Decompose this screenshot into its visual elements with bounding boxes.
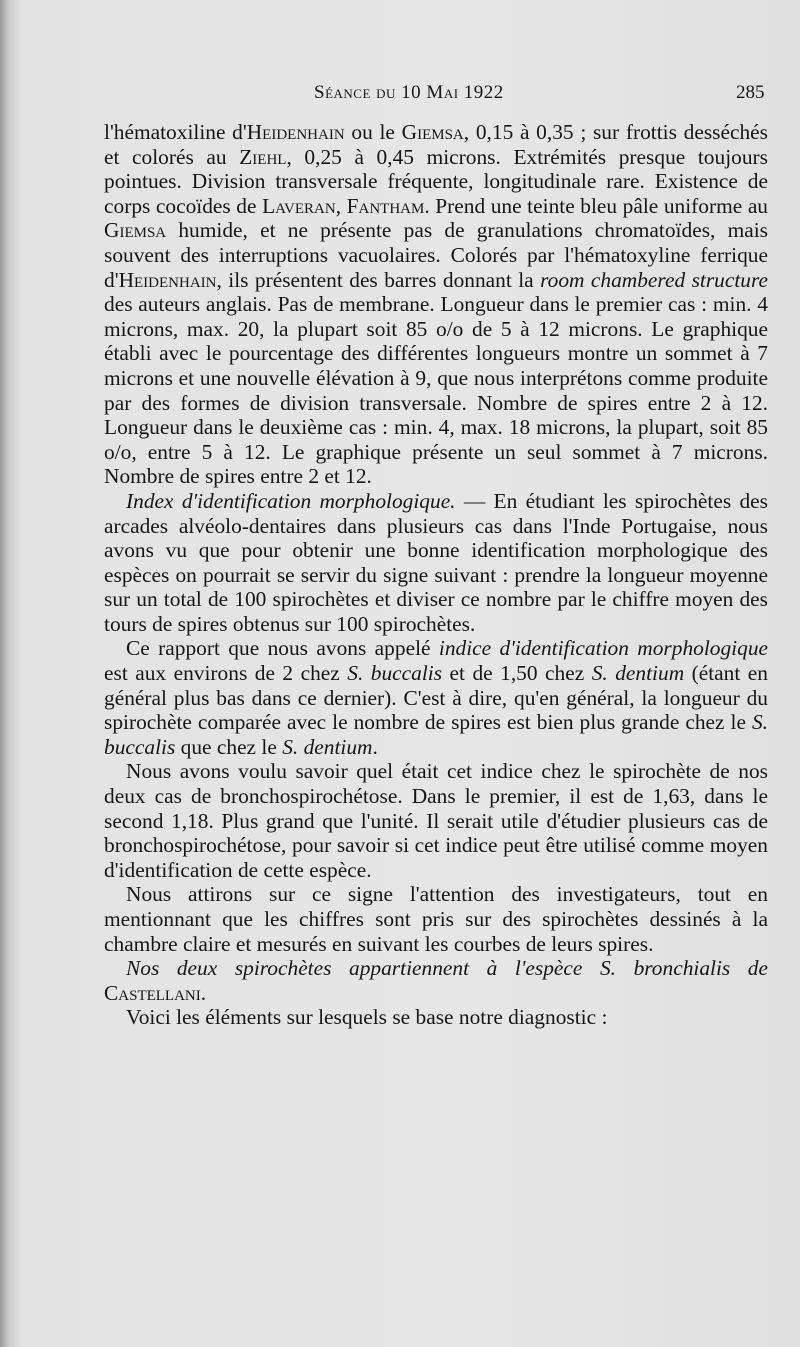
page-number: 285 — [736, 82, 765, 103]
text-run: Nous avons voulu savoir quel était cet indice chez le spirochète de nos deux cas de bronchospirochétose. Dans le premier, il est de 1,63, dans le second 1,18. Plus grand que l'unité. Il serait utile d'étudier plusieurs cas de bronchospirochétose, pour savoir si cet indice peut être utilisé comme moyen d'identification de cette espèce. — [104, 759, 768, 882]
paragraph — [104, 489, 768, 637]
italic-run: S. buccalis — [347, 661, 443, 686]
small-caps-name: Fantham — [346, 193, 425, 218]
italic-run: room chambered structure — [540, 267, 769, 292]
paragraph — [104, 1005, 768, 1030]
small-caps-name: Giemsa — [104, 218, 167, 243]
paragraph — [104, 882, 768, 956]
small-caps-name: Giemsa — [401, 120, 464, 144]
text-run: Voici les éléments sur lesquels se base notre diagnostic : — [126, 1005, 608, 1030]
text-run: . Prend une teinte bleu pâle uniforme au — [424, 193, 769, 218]
italic-run: S. dentium — [282, 734, 373, 759]
paragraph — [104, 956, 768, 1005]
text-run: est aux environs de 2 chez — [104, 661, 348, 686]
text-run: que chez le — [175, 734, 283, 759]
italic-run: indice d'identification morphologique — [438, 636, 769, 661]
text-run: Ce rapport que nous avons appelé — [126, 636, 439, 661]
text-run: et de 1,50 chez — [442, 661, 592, 686]
text-run: des auteurs anglais. Pas de membrane. Longueur dans le premier cas : min. 4 microns, max. 20, la plupart soit 85 o/o de 5 à 12 microns. Le graphique établi avec le pourcentage des différentes longueurs montre un sommet à 7 microns et une nouvelle élévation à 9, que nous interprétons comme produite par des formes de division transversale. Nombre de spires entre 2 à 12. Longueur dans le deuxième cas : min. 4, max. 18 microns, la plupart, soit 85 o/o, entre 5 à 12. Le graphique présente un seul sommet à 7 microns. Nombre de spires entre 2 et 12. — [104, 292, 768, 489]
italic-run: S. buccalis — [104, 710, 768, 759]
text-run: , — [335, 193, 347, 218]
text-run: . — [372, 734, 378, 759]
small-caps-name: Castellani — [104, 980, 201, 1005]
italic-run: Index d'identification morphologique. — [126, 488, 456, 513]
text-run: (étant en général plus bas dans ce dernier). C'est à dire, qu'en général, la longueur du spirochète comparée avec le nombre de spires est bien plus grande chez le — [104, 661, 768, 735]
paragraph — [104, 636, 768, 759]
text-run: , 0,15 à 0,35 ; sur frottis desséchés et colorés au — [104, 120, 768, 169]
small-caps-name: Heidenhain — [118, 267, 217, 292]
text-run: . — [200, 980, 207, 1005]
text-run: ou le — [344, 120, 402, 144]
text-run: l'hématoxiline d' — [104, 120, 247, 144]
text-run: , ils présentent des barres donnant la — [216, 267, 541, 292]
running-header — [0, 82, 800, 112]
italic-run: S. dentium — [591, 661, 685, 686]
paragraph — [104, 120, 768, 489]
small-caps-name: Heidenhain — [246, 120, 345, 144]
small-caps-name: Laveran — [262, 193, 336, 218]
text-run: , 0,25 à 0,45 microns. Extrémités presque toujours pointues. Division transversale fréquente, longitudinale rare. Existence de corps cocoïdes de — [104, 144, 768, 218]
running-title: Séance du 10 Mai 1922 — [314, 82, 504, 103]
text-run: Nous attirons sur ce signe l'attention des investigateurs, tout en mentionnant que les chiffres sont pris sur des spirochètes dessinés à la chambre claire et mesurés en suivant les courbes de leurs spires. — [104, 882, 768, 956]
paragraph — [104, 759, 768, 882]
body-text — [104, 120, 768, 1030]
small-caps-name: Ziehl — [239, 144, 287, 169]
text-run: — En étudiant les spirochètes des arcades alvéolo-dentaires dans plusieurs cas dans l'Inde Portugaise, nous avons vu que pour obtenir une bonne identification morphologique des espèces on pourrait se servir du signe suivant : prendre la longueur moyenne sur un total de 100 spirochètes et diviser ce nombre par le chiffre moyen des tours de spires obtenus sur 100 spirochètes. — [104, 488, 768, 636]
italic-run: Nos deux spirochètes appartiennent à l'espèce S. bronchialis de — [126, 956, 768, 981]
text-run: humide, et ne présente pas de granulations chromatoïdes, mais souvent des interruptions vacuolaires. Colorés par l'hématoxyline ferrique d' — [104, 218, 768, 292]
